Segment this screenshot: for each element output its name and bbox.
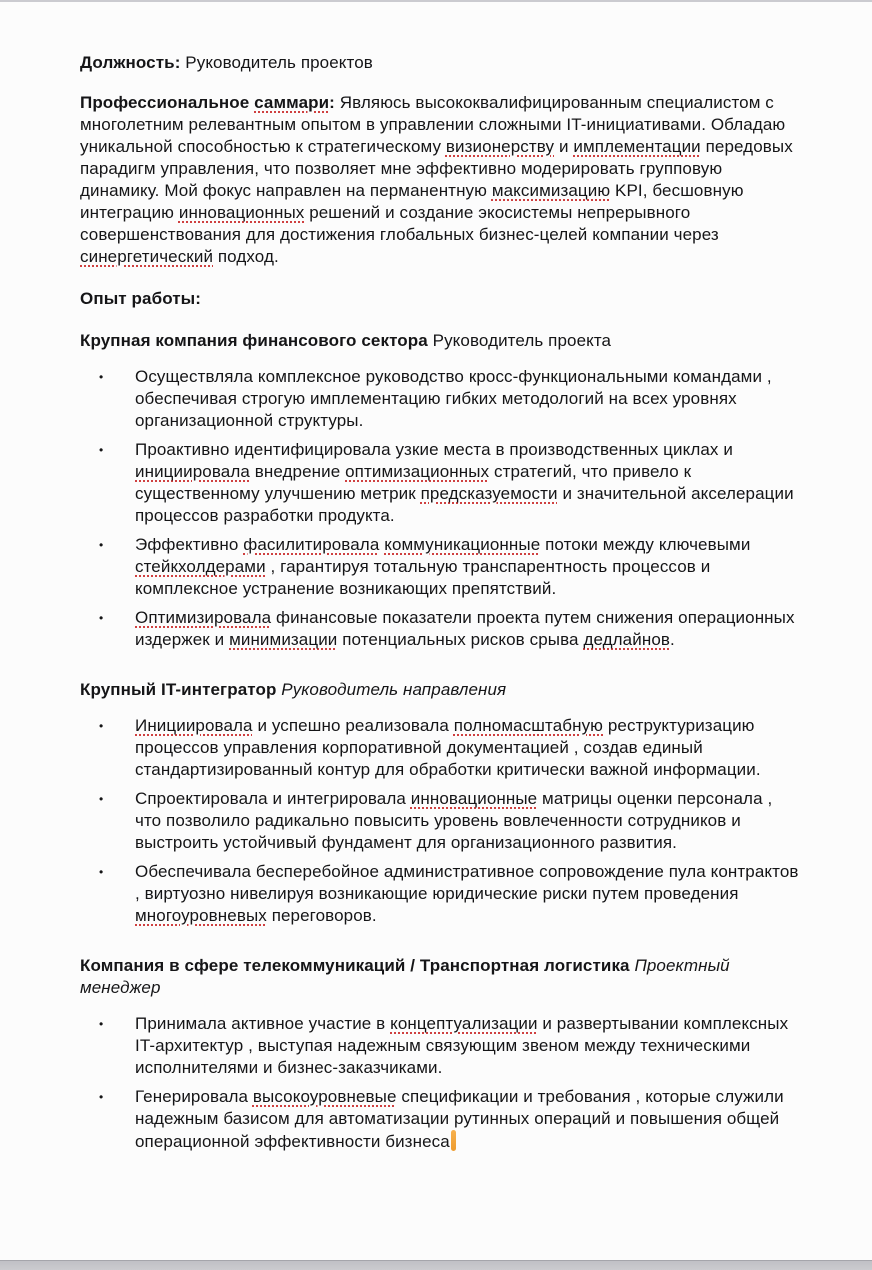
misspelled-word: максимизацию bbox=[491, 181, 611, 200]
text-run: решений и создание экосистемы непрерывного совершенствования для достижения глобальных бизнес-целей компании через bbox=[80, 203, 719, 244]
bullet-marker: • bbox=[99, 370, 104, 384]
text-run: : bbox=[329, 93, 335, 112]
misspelled-word: Оптимизировала bbox=[135, 608, 272, 627]
misspelled-word: инновационных bbox=[178, 203, 305, 222]
text-cursor bbox=[451, 1130, 456, 1151]
bullet-item bbox=[80, 439, 800, 527]
text-run: и значительной акселерации процессов разработки продукта. bbox=[135, 484, 794, 525]
bullet-item bbox=[80, 1086, 800, 1153]
misspelled-word: предсказуемости bbox=[420, 484, 558, 503]
bullet-item bbox=[80, 366, 800, 432]
text-run: и развертывании комплексных IT-архитектур , выступая надежным связующим звеном между техническими исполнителями и бизнес-заказчиками. bbox=[135, 1014, 789, 1077]
text-run: Являюсь высококвалифицированным специалистом с многолетним релевантным опытом в управлении сложными IT-инициативами. Обладаю уникальной способностью к стратегическому bbox=[80, 93, 786, 156]
position-line bbox=[80, 52, 800, 74]
bullet-item bbox=[80, 861, 800, 927]
misspelled-word: имплементации bbox=[573, 137, 701, 156]
misspelled-word: дедлайнов bbox=[583, 630, 671, 649]
misspelled-word: фасилитировала bbox=[243, 535, 380, 554]
bullet-marker: • bbox=[99, 865, 104, 879]
text-run: Обеспечивала бесперебойное административное сопровождение пула контрактов , виртуозно нивелируя возникающие юридические риски путем проведения bbox=[135, 862, 799, 903]
bullet-marker: • bbox=[99, 538, 104, 552]
bullet-item bbox=[80, 1013, 800, 1079]
text-run: Проактивно идентифицировала узкие места в производственных циклах и bbox=[135, 440, 733, 459]
text-run: Руководитель проекта bbox=[432, 331, 612, 350]
summary-paragraph bbox=[80, 92, 800, 268]
experience-heading bbox=[80, 288, 800, 310]
misspelled-word: минимизации bbox=[229, 630, 338, 649]
misspelled-word: синергетический bbox=[80, 247, 214, 266]
job-heading-telecom-logistics bbox=[80, 955, 800, 999]
text-run: переговоров. bbox=[266, 906, 377, 925]
text-run: матрицы оценки персонала , что позволило радикально повысить уровень вовлеченности сотрудников и выстроить устойчивый фундамент для организационного развития. bbox=[135, 789, 773, 852]
misspelled-word: саммари bbox=[254, 93, 330, 112]
text-run: Осуществляла комплексное руководство кросс-функциональными командами , обеспечивая строгую имплементацию гибких методологий на всех уровнях организационной структуры. bbox=[135, 367, 772, 430]
text-run: Спроектировала и интегрировала bbox=[135, 789, 411, 808]
text-run: и успешно реализовала bbox=[252, 716, 454, 735]
text-run: Проектный менеджер bbox=[80, 956, 730, 997]
text-run: стратегий, что привело к существенному улучшению метрик bbox=[135, 462, 692, 503]
bullet-item bbox=[80, 607, 800, 651]
bullet-marker: • bbox=[99, 1017, 104, 1031]
text-run: Эффективно bbox=[135, 535, 244, 554]
text-run: и bbox=[554, 137, 574, 156]
misspelled-word: инновационные bbox=[410, 789, 538, 808]
text-run: внедрение bbox=[249, 462, 346, 481]
misspelled-word: Инициировала bbox=[135, 716, 253, 735]
text-run: Крупный IT-интегратор bbox=[80, 680, 282, 699]
misspelled-word: коммуникационные bbox=[384, 535, 541, 554]
bullet-marker: • bbox=[99, 611, 104, 625]
bullet-marker: • bbox=[99, 792, 104, 806]
job-bullets-telecom-logistics bbox=[80, 1013, 800, 1161]
text-run: . bbox=[670, 630, 675, 649]
text-run: Принимала активное участие в bbox=[135, 1014, 391, 1033]
text-run: Опыт работы: bbox=[80, 289, 202, 308]
text-run: KPI, бесшовную интеграцию bbox=[80, 181, 744, 222]
bottom-bar bbox=[0, 1260, 872, 1270]
text-run: финансовые показатели проекта путем снижения операционных издержек и bbox=[135, 608, 795, 649]
misspelled-word: многоуровневых bbox=[135, 906, 267, 925]
text-run: передовых парадигм управления, что позволяет мне эффективно модерировать групповую динамику. Мой фокус направлен на перманентную bbox=[80, 137, 793, 200]
job-heading-it-integrator bbox=[80, 679, 800, 701]
text-run: Руководитель проектов bbox=[180, 53, 373, 72]
misspelled-word: оптимизационных bbox=[345, 462, 490, 481]
bullet-item bbox=[80, 788, 800, 854]
bullet-item bbox=[80, 534, 800, 600]
text-run: Крупная компания финансового сектора bbox=[80, 331, 433, 350]
misspelled-word: высокоуровневые bbox=[252, 1087, 397, 1106]
text-run: потоки между ключевыми bbox=[540, 535, 751, 554]
text-run: подход. bbox=[213, 247, 279, 266]
text-run: Компания в сфере телекоммуникаций / Транспортная логистика bbox=[80, 956, 635, 975]
text-run: , гарантируя тотальную транспарентность процессов и комплексное устранение возникающих препятствий. bbox=[135, 557, 711, 598]
misspelled-word: стейкхолдерами bbox=[135, 557, 266, 576]
text-run: потенциальных рисков срыва bbox=[337, 630, 584, 649]
job-heading-finance bbox=[80, 330, 800, 352]
bullet-marker: • bbox=[99, 719, 104, 733]
bullet-item bbox=[80, 715, 800, 781]
text-run: Руководитель направления bbox=[281, 680, 507, 699]
text-run: Профессиональное bbox=[80, 93, 255, 112]
text-run: реструктуризацию процессов управления корпоративной документацией , создав единый стандартизированный контур для обработки критически важной информации. bbox=[135, 716, 761, 779]
text-run: Должность: bbox=[80, 53, 181, 72]
misspelled-word: визионерству bbox=[445, 137, 555, 156]
text-run: Генерировала bbox=[135, 1087, 253, 1106]
bullet-marker: • bbox=[99, 443, 104, 457]
bullet-marker: • bbox=[99, 1090, 104, 1104]
job-bullets-it-integrator bbox=[80, 715, 800, 935]
misspelled-word: концептуализации bbox=[390, 1014, 538, 1033]
job-bullets-finance bbox=[80, 366, 800, 659]
misspelled-word: инициировала bbox=[135, 462, 250, 481]
text-run: спецификации и требования , которые служили надежным базисом для автоматизации рутинных операций и повышения общей операционной эффективности бизнеса bbox=[135, 1087, 784, 1151]
misspelled-word: полномасштабную bbox=[453, 716, 604, 735]
